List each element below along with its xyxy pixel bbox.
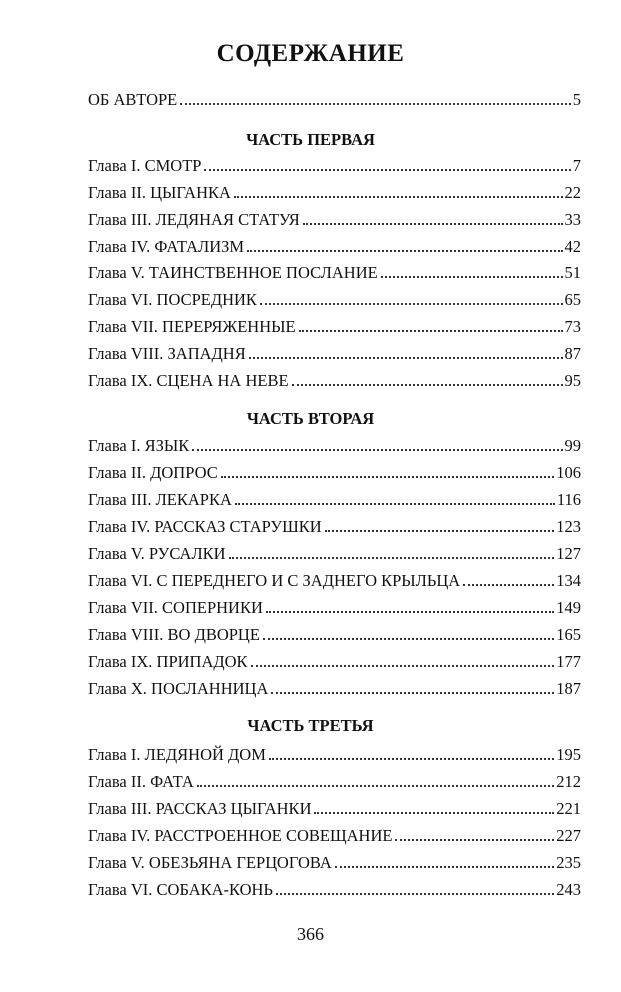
entry-page: 87: [564, 344, 581, 363]
toc-entry: [88, 675, 581, 699]
toc-entry: [88, 206, 581, 230]
toc-entry-about: [88, 86, 581, 110]
leader-dots: [263, 637, 554, 640]
part-title: ЧАСТЬ ПЕРВАЯ: [246, 130, 375, 149]
entry-label: Глава II. ДОПРОС: [88, 463, 218, 482]
leader-dots: [251, 664, 555, 667]
leader-dots: [229, 556, 555, 559]
toc-entry: [88, 741, 581, 765]
entry-label: Глава VII. ПЕРЕРЯЖЕННЫЕ: [88, 317, 296, 336]
leader-dots: [249, 356, 563, 359]
entry-label: Глава I. СМОТР: [88, 156, 202, 175]
entry-label: Глава IV. ФАТАЛИЗМ: [88, 237, 245, 256]
entry-page: 177: [556, 652, 581, 671]
page-number: 366: [297, 924, 324, 944]
entry-label: Глава V. ОБЕЗЬЯНА ГЕРЦОГОВА: [88, 853, 332, 872]
entry-page: 243: [556, 880, 581, 899]
entry-label: Глава VI. ПОСРЕДНИК: [88, 290, 257, 309]
entry-page: 235: [556, 853, 581, 872]
entry-page: 7: [572, 156, 581, 175]
entry-page: 99: [564, 436, 581, 455]
toc-entry: [88, 513, 581, 537]
entry-page: 106: [556, 463, 581, 482]
leader-dots: [335, 865, 555, 868]
leader-dots: [292, 383, 563, 386]
toc-entry: [88, 233, 581, 257]
toc-entry: [88, 540, 581, 564]
entry-label: Глава IV. РАССКАЗ СТАРУШКИ: [88, 517, 322, 536]
entry-page: 212: [556, 772, 581, 791]
toc-entry: [88, 367, 581, 391]
entry-page: 195: [556, 745, 581, 764]
toc-entry: [88, 822, 581, 846]
entry-label: Глава V. РУСАЛКИ: [88, 544, 226, 563]
toc-entry: [88, 432, 581, 456]
entry-page: 227: [556, 826, 581, 845]
toc-entry: [88, 152, 581, 176]
leader-dots: [197, 784, 554, 787]
entry-label: Глава II. ЦЫГАНКА: [88, 183, 231, 202]
entry-page: 165: [556, 625, 581, 644]
toc-entry: [88, 259, 581, 283]
toc-entry: [88, 876, 581, 900]
entry-label: ОБ АВТОРЕ: [88, 90, 178, 109]
entry-page: 127: [556, 544, 581, 563]
entry-label: Глава VIII. ЗАПАДНЯ: [88, 344, 246, 363]
entry-label: Глава IX. ПРИПАДОК: [88, 652, 248, 671]
leader-dots: [314, 811, 554, 814]
page-title: СОДЕРЖАНИЕ: [216, 40, 405, 67]
entry-label: Глава VI. С ПЕРЕДНЕГО И С ЗАДНЕГО КРЫЛЬЦА: [88, 571, 461, 590]
toc-entry: [88, 179, 581, 203]
entry-page: 73: [564, 317, 581, 336]
toc-entry: [88, 459, 581, 483]
leader-dots: [266, 610, 554, 613]
entry-label: Глава VIII. ВО ДВОРЦЕ: [88, 625, 260, 644]
entry-page: 33: [564, 210, 581, 229]
entry-page: 116: [556, 490, 581, 509]
toc-entry: [88, 313, 581, 337]
leader-dots: [325, 529, 555, 532]
entry-page: 51: [564, 263, 581, 282]
leader-dots: [463, 583, 554, 586]
entry-label: Глава II. ФАТА: [88, 772, 194, 791]
entry-label: Глава V. ТАИНСТВЕННОЕ ПОСЛАНИЕ: [88, 263, 378, 282]
part-title: ЧАСТЬ ВТОРАЯ: [246, 409, 375, 428]
toc-entry: [88, 486, 581, 510]
entry-page: 5: [572, 90, 581, 109]
toc-entry: [88, 567, 581, 591]
toc-entry: [88, 795, 581, 819]
entry-page: 221: [556, 799, 581, 818]
entry-label: Глава VII. СОПЕРНИКИ: [88, 598, 263, 617]
toc-entry: [88, 768, 581, 792]
entry-label: Глава III. РАССКАЗ ЦЫГАНКИ: [88, 799, 312, 818]
leader-dots: [260, 302, 563, 305]
entry-label: Глава IV. РАССТРОЕННОЕ СОВЕЩАНИЕ: [88, 826, 393, 845]
leader-dots: [204, 168, 570, 171]
leader-dots: [269, 757, 554, 760]
toc-entry: [88, 648, 581, 672]
leader-dots: [234, 195, 563, 198]
toc-entry: [88, 340, 581, 364]
entry-page: 134: [556, 571, 581, 590]
leader-dots: [395, 838, 554, 841]
leader-dots: [180, 102, 570, 105]
entry-page: 149: [556, 598, 581, 617]
leader-dots: [381, 275, 563, 278]
leader-dots: [303, 222, 563, 225]
entry-page: 95: [564, 371, 581, 390]
toc-entry: [88, 286, 581, 310]
toc-entry: [88, 594, 581, 618]
entry-label: Глава III. ЛЕДЯНАЯ СТАТУЯ: [88, 210, 300, 229]
entry-page: 65: [564, 290, 581, 309]
entry-page: 187: [556, 679, 581, 698]
leader-dots: [276, 892, 554, 895]
entry-page: 22: [564, 183, 581, 202]
entry-page: 42: [564, 237, 581, 256]
entry-label: Глава IX. СЦЕНА НА НЕВЕ: [88, 371, 289, 390]
entry-label: Глава III. ЛЕКАРКА: [88, 490, 232, 509]
toc-entry: [88, 849, 581, 873]
entry-label: Глава I. ЛЕДЯНОЙ ДОМ: [88, 745, 266, 764]
leader-dots: [192, 448, 562, 451]
entry-label: Глава X. ПОСЛАННИЦА: [88, 679, 269, 698]
leader-dots: [271, 691, 554, 694]
leader-dots: [247, 249, 562, 252]
leader-dots: [235, 502, 555, 505]
entry-label: Глава I. ЯЗЫК: [88, 436, 190, 455]
toc-entry: [88, 621, 581, 645]
entry-page: 123: [556, 517, 581, 536]
leader-dots: [299, 329, 563, 332]
entry-label: Глава VI. СОБАКА-КОНЬ: [88, 880, 273, 899]
leader-dots: [221, 475, 555, 478]
part-title: ЧАСТЬ ТРЕТЬЯ: [247, 716, 374, 735]
